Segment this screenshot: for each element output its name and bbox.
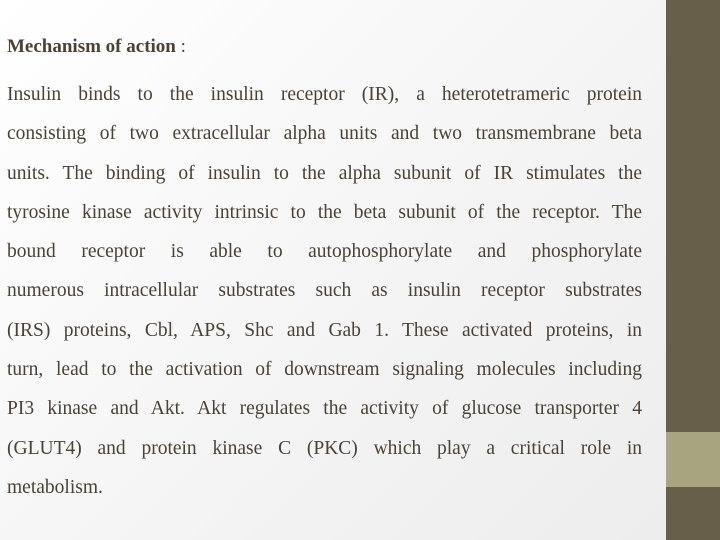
paragraph-line: (GLUT4) and protein kinase C (PKC) which play a critical role in (7, 437, 642, 459)
paragraph-line: (IRS) proteins, Cbl, APS, Shc and Gab 1. These activated proteins, in (7, 319, 642, 341)
paragraph-line: tyrosine kinase activity intrinsic to the beta subunit of the receptor. The (7, 201, 642, 223)
paragraph-line: numerous intracellular substrates such as insulin receptor substrates (7, 280, 642, 302)
paragraph-line: turn, lead to the activation of downstream signaling molecules including (7, 359, 642, 381)
slide-heading (7, 36, 186, 58)
paragraph-line: consisting of two extracellular alpha units and two transmembrane beta (7, 123, 642, 145)
paragraph-line: bound receptor is able to autophosphorylate and phosphorylate (7, 241, 642, 263)
decorative-accent-band (666, 432, 720, 487)
heading-title: Mechanism of action (7, 36, 176, 57)
paragraph-line: PI3 kinase and Akt. Akt regulates the activity of glucose transporter 4 (7, 398, 642, 420)
paragraph-line: metabolism. (7, 476, 103, 498)
body-paragraph (7, 82, 642, 514)
heading-colon: : (175, 36, 186, 57)
paragraph-line: units. The binding of insulin to the alpha subunit of IR stimulates the (7, 162, 642, 184)
paragraph-line: Insulin binds to the insulin receptor (IR), a heterotetrameric protein (7, 84, 642, 105)
